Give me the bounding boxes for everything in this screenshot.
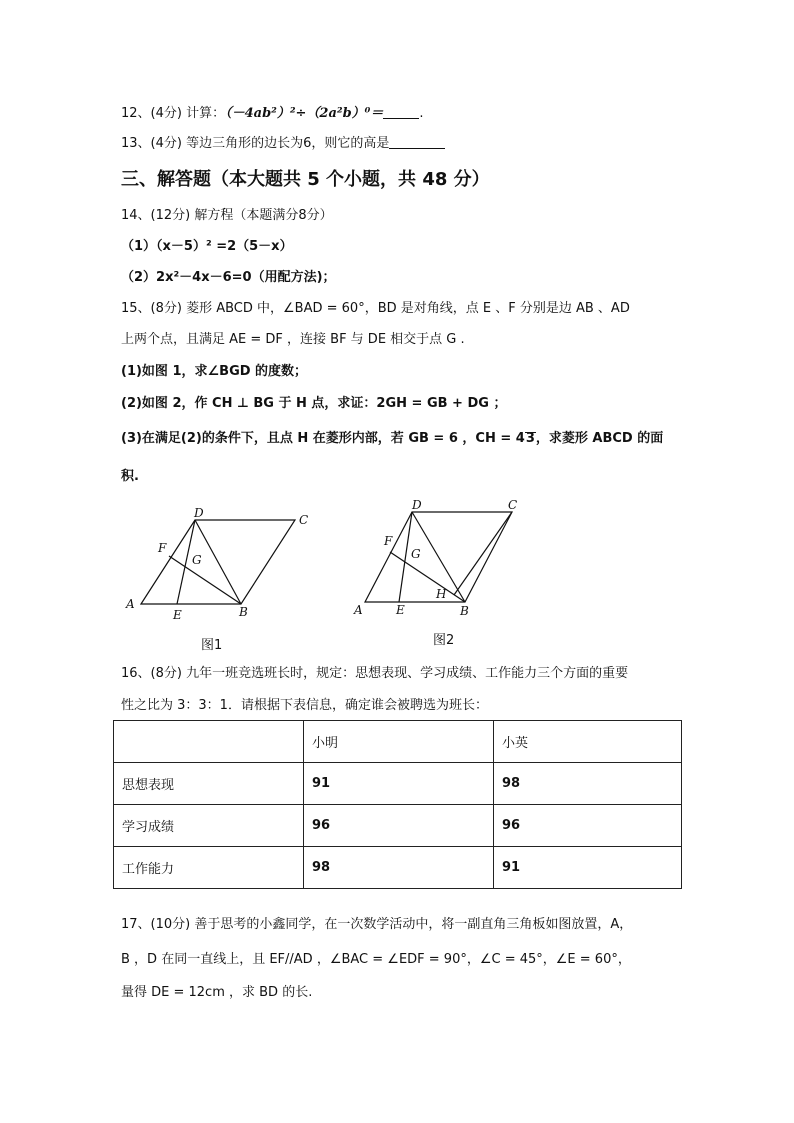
q17-line1: 17、(10分) 善于思考的小鑫同学，在一次数学活动中，将一副直角三角板如图放置，A，	[121, 917, 633, 932]
q16-line2: 性之比为 3：3：1．请根据下表信息，确定谁会被聘选为班长：	[121, 698, 488, 713]
q15-part3-b: ，求菱形 ABCD 的面	[535, 431, 664, 446]
fig2-label-E: E	[396, 603, 405, 617]
q15-part2: (2)如图 2，作 CH ⊥ BG 于 H 点，求证：2GH = GB + DG ；	[121, 396, 507, 411]
question-12	[121, 104, 424, 124]
table-cell: 96	[304, 805, 494, 847]
fig2-label-A: A	[354, 603, 363, 617]
table-cell: 98	[304, 847, 494, 889]
q12-suffix: .	[419, 106, 424, 121]
fig1-label-F: F	[158, 541, 167, 555]
fig1-label-E: E	[173, 608, 182, 622]
q15-part3-a: (3)在满足(2)的条件下，且点 H 在菱形内部，若 GB = 6 ，CH = 4	[121, 431, 525, 446]
table-row	[114, 805, 682, 847]
fig1-label-D: D	[194, 506, 204, 520]
fig1-label-C: C	[299, 513, 309, 527]
table-cell: 91	[494, 847, 682, 889]
section-title: 三、解答题（本大题共 5 个小题，共 48 分）	[121, 169, 490, 190]
q17-line2: B ，D 在同一直线上，且 EF//AD ，∠BAC = ∠EDF = 90°，∠C = 45°，∠E = 60°，	[121, 952, 631, 967]
q13-answer-blank[interactable]	[389, 134, 445, 149]
table-header-cell	[114, 721, 304, 763]
fig1-caption: 图1	[201, 638, 223, 653]
fig1-label-A: A	[126, 597, 135, 611]
table-header-row	[114, 721, 682, 763]
table-cell: 工作能力	[114, 847, 304, 889]
fig1-label-G: G	[192, 553, 202, 567]
table-cell: 学习成绩	[114, 805, 304, 847]
q15-line1: 15、(8分) 菱形 ABCD 中，∠BAD = 60°，BD 是对角线，点 E 、F 分别是边 AB 、AD	[121, 301, 630, 316]
q15-line2: 上两个点，且满足 AE = DF ，连接 BF 与 DE 相交于点 G .	[121, 332, 465, 347]
table-cell: 思想表现	[114, 763, 304, 805]
table-cell: 96	[494, 805, 682, 847]
q15-part3-cont: 积.	[121, 469, 139, 484]
table-row	[114, 763, 682, 805]
fig2-label-B: B	[460, 604, 469, 618]
q12-prefix: 12、(4分) 计算：	[121, 106, 226, 121]
fig2-label-C: C	[508, 498, 518, 512]
fig2-caption: 图2	[433, 633, 455, 648]
fig2-label-H: H	[436, 587, 447, 601]
question-13	[121, 134, 445, 154]
q16-line1: 16、(8分) 九年一班竞选班长时，规定：思想表现、学习成绩、工作能力三个方面的重要	[121, 666, 629, 681]
table-cell: 91	[304, 763, 494, 805]
q14-header: 14、(12分) 解方程（本题满分8分）	[121, 208, 333, 223]
fig2-label-D: D	[412, 498, 422, 512]
table-header-cell: 小明	[304, 721, 494, 763]
q13-text: 13、(4分) 等边三角形的边长为6，则它的高是	[121, 136, 390, 151]
q12-expression: （－4ab²）²÷（2a²b）⁰＝	[225, 106, 384, 121]
q17-line3: 量得 DE = 12cm ，求 BD 的长.	[121, 985, 313, 1000]
figure-1	[118, 500, 318, 630]
q14-part1: （1）（x－5）² =2（5－x）	[121, 239, 293, 254]
fig1-label-B: B	[239, 605, 248, 619]
table-row	[114, 847, 682, 889]
q12-answer-blank[interactable]	[383, 104, 419, 119]
score-table	[113, 720, 682, 889]
table-cell: 98	[494, 763, 682, 805]
q14-part2: （2）2x²－4x－6=0（用配方法)；	[121, 270, 336, 285]
fig2-label-F: F	[384, 534, 393, 548]
figure-2	[350, 492, 540, 622]
sqrt-radicand: 3	[525, 431, 535, 446]
q15-part1: (1)如图 1，求∠BGD 的度数；	[121, 364, 308, 379]
fig2-label-G: G	[411, 547, 421, 561]
q15-part3	[121, 429, 663, 449]
table-header-cell: 小英	[494, 721, 682, 763]
